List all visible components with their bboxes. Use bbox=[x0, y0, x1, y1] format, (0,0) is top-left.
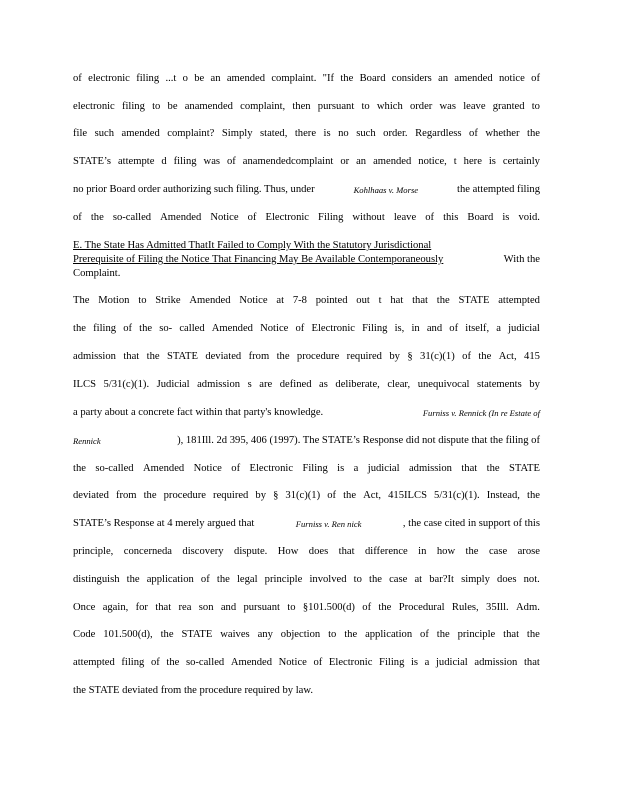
word: by bbox=[389, 351, 400, 362]
word: amended bbox=[226, 73, 266, 84]
word: Regardless bbox=[415, 128, 462, 139]
word: for bbox=[135, 602, 148, 613]
word: the bbox=[139, 323, 153, 334]
word: 5/31(c)(1). bbox=[434, 490, 480, 501]
word: principle bbox=[457, 629, 496, 640]
word: Notice bbox=[193, 463, 222, 474]
word: the bbox=[436, 629, 450, 640]
word: the bbox=[527, 490, 540, 501]
word: notice, bbox=[418, 156, 447, 167]
word: § bbox=[273, 490, 279, 501]
word: clear, bbox=[387, 379, 411, 390]
word: 101.500(d), bbox=[103, 629, 153, 640]
word: involved bbox=[309, 574, 347, 585]
word: Adm. bbox=[516, 602, 540, 613]
word: the bbox=[340, 73, 354, 84]
word: The bbox=[73, 295, 90, 306]
word: Notice bbox=[239, 295, 268, 306]
word: § bbox=[407, 351, 413, 362]
word: Electronic bbox=[265, 212, 310, 223]
word: of bbox=[469, 128, 478, 139]
word: deviated bbox=[73, 490, 109, 501]
heading-line-3: Complaint. bbox=[73, 268, 121, 279]
word: the bbox=[126, 574, 140, 585]
text-line bbox=[73, 155, 540, 169]
word: of bbox=[362, 602, 372, 613]
word: the bbox=[216, 574, 230, 585]
word: unequivocal bbox=[417, 379, 470, 390]
word: Electronic bbox=[328, 657, 373, 668]
word: so-called bbox=[95, 463, 134, 474]
word: of bbox=[123, 323, 133, 334]
word: of bbox=[313, 657, 323, 668]
word: the bbox=[486, 463, 500, 474]
word: an bbox=[356, 156, 367, 167]
word: amended bbox=[454, 73, 493, 84]
word: admission bbox=[408, 463, 452, 474]
word: a bbox=[496, 323, 501, 334]
word: judicial bbox=[508, 323, 540, 334]
word: by bbox=[529, 379, 540, 390]
word: filing bbox=[173, 156, 197, 167]
word: t bbox=[453, 156, 457, 167]
word: that bbox=[523, 657, 540, 668]
word: Once bbox=[73, 602, 96, 613]
case-citation: Rennick bbox=[73, 436, 101, 446]
word: How bbox=[277, 546, 299, 557]
word: filing bbox=[93, 323, 117, 334]
word: 7-8 bbox=[292, 295, 307, 306]
word: son bbox=[198, 602, 214, 613]
word: amended bbox=[373, 156, 412, 167]
word: STATE bbox=[508, 463, 540, 474]
word: pointed bbox=[315, 295, 348, 306]
text-line bbox=[73, 406, 540, 420]
word: be bbox=[167, 101, 178, 112]
word: of bbox=[462, 351, 471, 362]
text-line bbox=[73, 183, 540, 197]
word: is bbox=[410, 657, 419, 668]
word: the bbox=[73, 323, 86, 334]
word: Filing bbox=[302, 463, 328, 474]
word: admission bbox=[474, 657, 518, 668]
word: Amended bbox=[160, 212, 202, 223]
word: of bbox=[247, 212, 257, 223]
word: filing bbox=[136, 73, 160, 84]
word: Instead, bbox=[486, 490, 520, 501]
text-line bbox=[73, 294, 540, 308]
word: the bbox=[378, 602, 392, 613]
word: as bbox=[319, 379, 328, 390]
word: deviated bbox=[205, 351, 242, 362]
word: of bbox=[200, 574, 210, 585]
word: case bbox=[389, 574, 408, 585]
text-line bbox=[73, 517, 540, 531]
word: an bbox=[438, 73, 449, 84]
word: considers bbox=[391, 73, 432, 84]
text-line bbox=[73, 656, 540, 670]
word: d bbox=[161, 156, 167, 167]
word: dispute. bbox=[234, 546, 268, 557]
word: void. bbox=[518, 212, 540, 223]
word: Procedural bbox=[398, 602, 445, 613]
word: no bbox=[338, 128, 349, 139]
word: is bbox=[502, 212, 510, 223]
text-line bbox=[73, 601, 540, 615]
word: Board bbox=[467, 212, 494, 223]
word: Judicial bbox=[156, 379, 190, 390]
word: pursuant bbox=[243, 602, 280, 613]
word: principle, bbox=[73, 546, 114, 557]
word: stated, bbox=[260, 128, 288, 139]
word: complaint, bbox=[240, 101, 286, 112]
word: is bbox=[337, 463, 345, 474]
word: Amended bbox=[211, 323, 253, 334]
word: by bbox=[255, 490, 266, 501]
text-line bbox=[73, 489, 540, 503]
word: how bbox=[436, 546, 456, 557]
word: out bbox=[356, 295, 370, 306]
text-span: STATE’s Response at 4 merely argued that bbox=[73, 518, 255, 529]
word: anamendedcomplaint bbox=[242, 156, 334, 167]
word: from bbox=[248, 351, 270, 362]
word: STATE bbox=[458, 295, 490, 306]
word: bar?It bbox=[429, 574, 454, 585]
word: the bbox=[465, 546, 479, 557]
heading-underlined-text: Prerequisite of Filing the Notice That Financing May Be Available Contemporaneously bbox=[73, 254, 444, 265]
word: in bbox=[411, 323, 420, 334]
word: that bbox=[123, 351, 140, 362]
word: Electronic bbox=[311, 323, 355, 334]
word: amended bbox=[121, 128, 160, 139]
word: leave bbox=[463, 101, 486, 112]
text-span: , the case cited in support of this bbox=[402, 518, 540, 529]
word: of bbox=[231, 463, 241, 474]
word: was bbox=[203, 156, 221, 167]
word: such bbox=[356, 128, 376, 139]
word: called bbox=[179, 323, 205, 334]
word: application bbox=[365, 629, 413, 640]
word: notice bbox=[498, 73, 525, 84]
word: deliberate, bbox=[335, 379, 380, 390]
word: 5/31(c)(1). bbox=[103, 379, 150, 390]
word: is bbox=[323, 128, 331, 139]
word: of bbox=[73, 73, 82, 84]
word: electronic bbox=[88, 73, 130, 84]
text-line bbox=[73, 100, 540, 114]
text-line bbox=[73, 378, 540, 392]
word: complaint. bbox=[271, 73, 317, 84]
text-span: the attempted filing bbox=[457, 184, 540, 195]
word: Notice bbox=[210, 212, 239, 223]
heading-line-1: E. The State Has Admitted ThatIt Failed to Comply With the Statutory Jurisdictional bbox=[73, 240, 432, 251]
word: at bbox=[276, 295, 285, 306]
word: that bbox=[412, 295, 428, 306]
word: 31(c)(1) bbox=[285, 490, 321, 501]
word: to bbox=[531, 101, 540, 112]
word: of bbox=[295, 323, 305, 334]
word: to bbox=[361, 101, 370, 112]
word: Filing bbox=[379, 657, 405, 668]
word: to bbox=[138, 295, 147, 306]
word: procedure bbox=[296, 351, 340, 362]
word: attempted bbox=[73, 657, 115, 668]
heading-tail-text: With the bbox=[503, 254, 540, 265]
word: to bbox=[287, 602, 296, 613]
word: from bbox=[115, 490, 137, 501]
word: are bbox=[259, 379, 273, 390]
word: Notice bbox=[260, 323, 289, 334]
word: again, bbox=[102, 602, 129, 613]
word: to bbox=[353, 574, 362, 585]
word: so-called bbox=[185, 657, 225, 668]
text-span: a party about a concrete fact within that party's knowledge. bbox=[73, 407, 324, 418]
word: so-called bbox=[112, 212, 152, 223]
text-span: no prior Board order authorizing such filing. Thus, under bbox=[73, 184, 315, 195]
word: of bbox=[73, 212, 82, 223]
word: is bbox=[488, 156, 496, 167]
word: concerneda bbox=[123, 546, 172, 557]
word: to bbox=[152, 101, 161, 112]
word: there bbox=[294, 128, 317, 139]
word: at bbox=[414, 574, 423, 585]
word: certainly bbox=[502, 156, 540, 167]
word: STATE bbox=[181, 629, 213, 640]
heading-line-2 bbox=[73, 253, 540, 267]
word: or bbox=[340, 156, 350, 167]
word: hat bbox=[390, 295, 404, 306]
word: required bbox=[346, 351, 382, 362]
word: admission bbox=[197, 379, 241, 390]
word: o bbox=[182, 73, 188, 84]
word: Act, bbox=[498, 351, 517, 362]
word: of bbox=[327, 490, 337, 501]
word: the bbox=[90, 212, 104, 223]
text-line bbox=[73, 72, 540, 86]
word: leave bbox=[393, 212, 417, 223]
word: and bbox=[426, 323, 443, 334]
word: application bbox=[146, 574, 194, 585]
word: Simply bbox=[221, 128, 253, 139]
word: 415 bbox=[524, 351, 540, 362]
text-line bbox=[73, 573, 540, 587]
case-citation: Furniss v. Rennick (In re Estate of bbox=[422, 408, 540, 418]
word: that bbox=[461, 463, 478, 474]
word: judicial bbox=[367, 463, 400, 474]
word: statements bbox=[477, 379, 522, 390]
word: simply bbox=[461, 574, 490, 585]
word: the bbox=[527, 128, 540, 139]
word: of bbox=[420, 629, 429, 640]
word: Amended bbox=[189, 295, 231, 306]
word: granted bbox=[492, 101, 525, 112]
word: defined bbox=[279, 379, 312, 390]
word: does bbox=[497, 574, 517, 585]
word: of bbox=[150, 657, 160, 668]
word: of bbox=[425, 212, 435, 223]
text-span: ), 181Ill. 2d 395, 406 (1997). The STATE’s Response did not dispute that the filing of bbox=[177, 435, 540, 446]
word: that bbox=[338, 546, 355, 557]
word: objection bbox=[280, 629, 321, 640]
text-line bbox=[73, 434, 540, 448]
word: judicial bbox=[435, 657, 468, 668]
text-line bbox=[73, 684, 540, 698]
word: in bbox=[418, 546, 427, 557]
word: procedure bbox=[163, 490, 206, 501]
word: 415ILCS bbox=[388, 490, 427, 501]
word: ILCS bbox=[73, 379, 96, 390]
word: electronic bbox=[73, 101, 115, 112]
word: attempted bbox=[498, 295, 540, 306]
word: 31(c)(1) bbox=[420, 351, 455, 362]
word: difference bbox=[364, 546, 408, 557]
word: discovery bbox=[182, 546, 224, 557]
word: was bbox=[439, 101, 457, 112]
word: Rules, bbox=[451, 602, 479, 613]
word: ...t bbox=[165, 73, 177, 84]
word: Notice bbox=[278, 657, 307, 668]
word: a bbox=[424, 657, 430, 668]
word: Filing bbox=[318, 212, 344, 223]
word: the bbox=[344, 629, 358, 640]
text-line bbox=[73, 211, 540, 225]
word: of bbox=[531, 73, 540, 84]
word: required bbox=[213, 490, 249, 501]
word: waives bbox=[220, 629, 250, 640]
word: which bbox=[376, 101, 403, 112]
word: file bbox=[73, 128, 88, 139]
word: order bbox=[409, 101, 433, 112]
word: complaint? bbox=[167, 128, 215, 139]
word: Motion bbox=[98, 295, 130, 306]
word: the bbox=[166, 657, 180, 668]
word: the bbox=[369, 574, 382, 585]
word: any bbox=[257, 629, 273, 640]
word: a bbox=[353, 463, 359, 474]
word: an bbox=[210, 73, 221, 84]
word: here bbox=[463, 156, 482, 167]
word: attempte bbox=[117, 156, 155, 167]
word: the bbox=[526, 629, 540, 640]
word: the bbox=[276, 351, 290, 362]
word: pursuant bbox=[317, 101, 355, 112]
word: arose bbox=[517, 546, 540, 557]
text-line bbox=[73, 350, 540, 364]
word: the bbox=[160, 629, 174, 640]
word: rea bbox=[178, 602, 192, 613]
word: case bbox=[488, 546, 508, 557]
word: principle bbox=[264, 574, 303, 585]
case-citation: Furniss v. Ren nick bbox=[295, 519, 362, 529]
word: that bbox=[155, 602, 172, 613]
word: distinguish bbox=[73, 574, 120, 585]
word: legal bbox=[236, 574, 258, 585]
text-line bbox=[73, 628, 540, 642]
word: so- bbox=[159, 323, 173, 334]
word: anamended bbox=[184, 101, 233, 112]
word: the bbox=[436, 295, 450, 306]
word: 35Ill. bbox=[486, 602, 509, 613]
word: §101.500(d) bbox=[302, 602, 355, 613]
word: admission bbox=[73, 351, 116, 362]
word: does bbox=[308, 546, 329, 557]
word: Act, bbox=[363, 490, 382, 501]
word: this bbox=[443, 212, 459, 223]
text-line bbox=[73, 462, 540, 476]
word: filing bbox=[121, 101, 145, 112]
word: order. bbox=[383, 128, 408, 139]
word: Strike bbox=[155, 295, 181, 306]
word: the bbox=[343, 490, 357, 501]
word: to bbox=[328, 629, 337, 640]
word: that bbox=[503, 629, 520, 640]
word: such bbox=[94, 128, 115, 139]
word: t bbox=[378, 295, 382, 306]
word: Board bbox=[359, 73, 386, 84]
word: is, bbox=[394, 323, 405, 334]
word: without bbox=[352, 212, 385, 223]
word: STATE’s bbox=[73, 156, 111, 167]
text-line bbox=[73, 322, 540, 336]
word: not. bbox=[523, 574, 540, 585]
word: the bbox=[146, 351, 160, 362]
word: filing bbox=[121, 657, 145, 668]
word: "If bbox=[322, 73, 335, 84]
text-line bbox=[73, 127, 540, 141]
word: itself, bbox=[465, 323, 490, 334]
word: Code bbox=[73, 629, 96, 640]
word: s bbox=[247, 379, 252, 390]
word: the bbox=[73, 463, 86, 474]
word: STATE bbox=[166, 351, 198, 362]
word: Amended bbox=[143, 463, 185, 474]
word: be bbox=[194, 73, 205, 84]
text-span: the STATE deviated from the procedure required by law. bbox=[73, 685, 313, 696]
word: Filing bbox=[362, 323, 388, 334]
case-citation: Kohlhaas v. Morse bbox=[353, 185, 419, 195]
word: the bbox=[143, 490, 157, 501]
word: and bbox=[220, 602, 237, 613]
word: Amended bbox=[230, 657, 272, 668]
word: of bbox=[226, 156, 236, 167]
text-line bbox=[73, 545, 540, 559]
section-heading bbox=[73, 239, 540, 281]
word: Electronic bbox=[249, 463, 294, 474]
word: the bbox=[478, 351, 492, 362]
word: of bbox=[449, 323, 459, 334]
word: then bbox=[292, 101, 311, 112]
word: whether bbox=[485, 128, 520, 139]
